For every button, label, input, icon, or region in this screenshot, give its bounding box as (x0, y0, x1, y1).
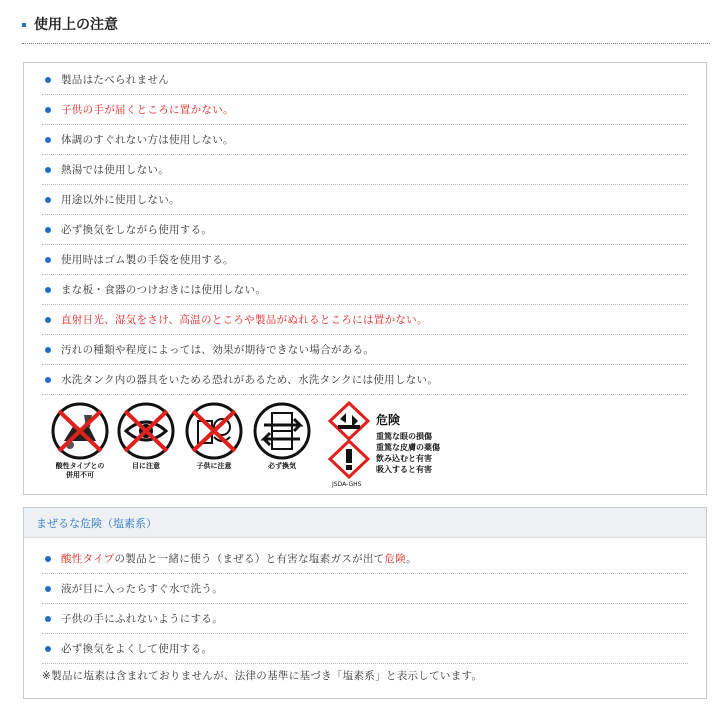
bullet-icon (45, 586, 51, 592)
mixing-danger-heading: まぜるな危険（塩素系） (24, 508, 706, 538)
precaution-item (42, 215, 688, 245)
body-text: 子供の手にふれないようにする。 (61, 613, 223, 625)
bullet-icon (45, 646, 51, 652)
body-text: 必ず換気をよくして使用する。 (61, 643, 213, 655)
precaution-item (42, 185, 688, 215)
precaution-item (42, 65, 688, 95)
bullet-icon (45, 197, 51, 203)
ghs-hazard-statements (376, 431, 440, 475)
precaution-item (42, 335, 688, 365)
precaution-text: 子供の手が届くところに置かない。 (61, 104, 234, 116)
no-mixing-pictogram (48, 401, 112, 480)
precaution-item (42, 245, 688, 275)
precaution-item (42, 305, 688, 335)
mixing-item-text (61, 611, 223, 626)
icon-caption: 子供に注意 (196, 462, 232, 470)
precautions-box (23, 62, 707, 495)
ghs-hazard-label (324, 401, 474, 489)
body-text: の製品と一緒に使う（まぜる）と有害な塩素ガスが出て (114, 553, 385, 565)
title-square-icon (22, 23, 26, 27)
bullet-icon (45, 377, 51, 383)
precaution-text: 水洗タンク内の器具をいためる恐れがあるため、水洗タンクには使用しない。 (61, 374, 439, 386)
body-text: 。 (406, 553, 417, 565)
warning-text: 酸性タイプ (61, 553, 115, 565)
eye-caution-icon (116, 401, 176, 461)
ghs-hazard-line: 吸入すると有害 (376, 465, 432, 474)
bullet-icon (45, 317, 51, 323)
precaution-item (42, 275, 688, 305)
ghs-hazard-line: 飲み込むと有害 (376, 454, 432, 463)
chlorine-note: ※製品に塩素は含まれておりませんが、法律の基準に基づき「塩素系」と表示しています。 (42, 670, 483, 682)
bullet-icon (45, 556, 51, 562)
precautions-list (24, 65, 706, 395)
warning-text: 危険 (384, 553, 407, 565)
child-caution-icon (184, 401, 244, 461)
ghs-hazard-line: 重篤な眼の損傷 (376, 432, 432, 441)
page-title-text: 使用上の注意 (34, 17, 118, 33)
pictogram-row (48, 401, 688, 491)
precaution-text: 用途以外に使用しない。 (61, 194, 180, 206)
precaution-text: まな板・食器のつけおきには使用しない。 (61, 284, 267, 296)
eye-caution-pictogram (114, 401, 178, 471)
ghs-standard-label: JSDA-GHS (332, 481, 362, 488)
precaution-text: 熱湯では使用しない。 (61, 164, 169, 176)
ghs-signal-word: 危険 (376, 413, 401, 427)
precaution-text: 体調のすぐれない方は使用しない。 (61, 134, 234, 146)
bullet-icon (45, 616, 51, 622)
mixing-item (42, 604, 688, 634)
ventilation-pictogram (250, 401, 314, 471)
bullet-icon (45, 257, 51, 263)
mixing-item-text (61, 551, 417, 566)
bullet-icon (45, 137, 51, 143)
icon-caption: 必ず換気 (268, 462, 296, 470)
bullet-icon (45, 107, 51, 113)
no-mixing-icon (50, 401, 110, 461)
child-caution-pictogram (182, 401, 246, 471)
bullet-icon (45, 347, 51, 353)
precaution-item (42, 95, 688, 125)
precaution-item (42, 125, 688, 155)
mixing-item (42, 634, 688, 664)
icon-caption: 目に注意 (132, 462, 160, 470)
ventilation-icon (252, 401, 312, 461)
precaution-text: 直射日光、湿気をさけ、高温のところや製品がぬれるところには置かない。 (61, 314, 428, 326)
precaution-text: 製品はたべられません (61, 74, 169, 86)
mixing-item (42, 574, 688, 604)
body-text: 液が目に入ったらすぐ水で洗う。 (61, 583, 223, 595)
bullet-icon (45, 287, 51, 293)
precaution-item (42, 365, 688, 395)
mixing-danger-list (24, 544, 706, 664)
mixing-item-text (61, 581, 223, 596)
precaution-text: 必ず換気をしながら使用する。 (61, 224, 213, 236)
precaution-text: 使用時はゴム製の手袋を使用する。 (61, 254, 234, 266)
page-title (22, 14, 118, 34)
bullet-icon (45, 77, 51, 83)
icon-caption: 酸性タイプとの 併用不可 (55, 462, 105, 479)
mixing-danger-box (23, 507, 707, 699)
mixing-item (42, 544, 688, 574)
title-divider (22, 43, 710, 44)
precaution-text: 汚れの種類や程度によっては、効果が期待できない場合がある。 (61, 344, 375, 356)
bullet-icon (45, 227, 51, 233)
mixing-item-text (61, 641, 212, 656)
ghs-pictogram-icon (324, 401, 374, 481)
bullet-icon (45, 167, 51, 173)
ghs-hazard-line: 重篤な皮膚の薬傷 (376, 443, 440, 452)
precaution-item (42, 155, 688, 185)
